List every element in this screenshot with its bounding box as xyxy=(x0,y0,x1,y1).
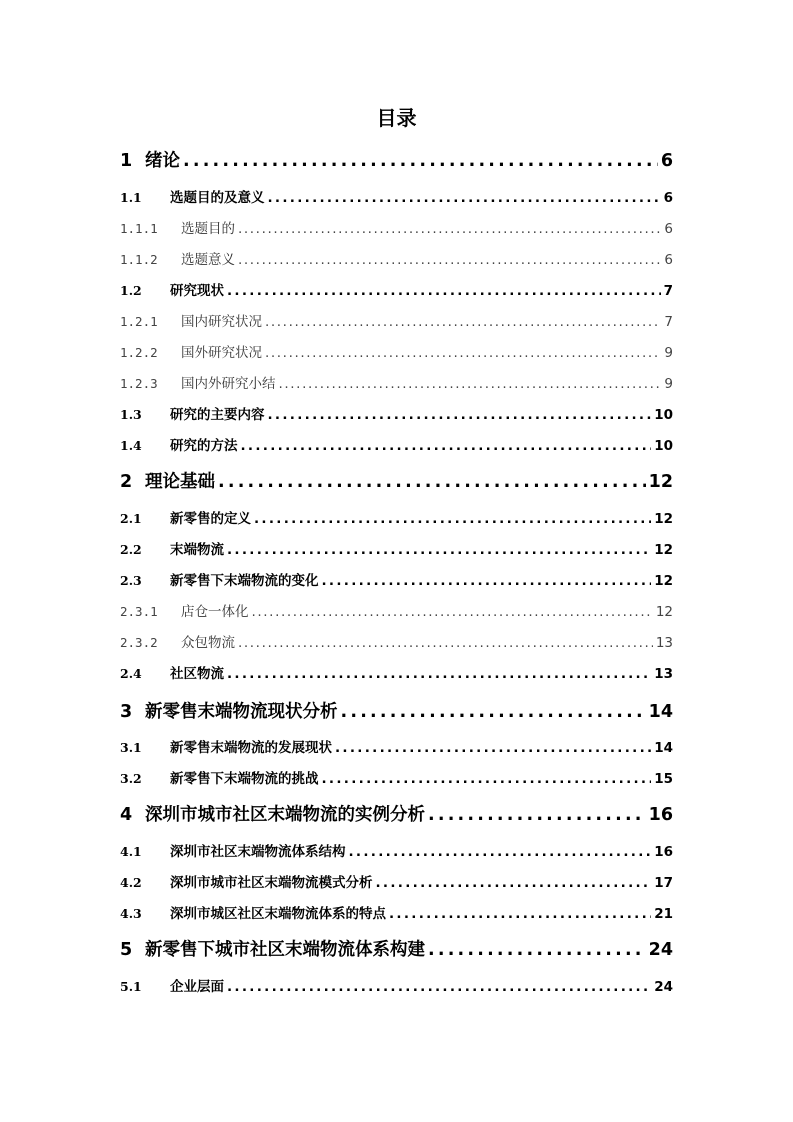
toc-dot-leader xyxy=(252,604,653,620)
toc-entry-page: 12 xyxy=(654,542,673,558)
toc-chapter-entry[interactable] xyxy=(120,698,673,723)
toc-section-entry[interactable] xyxy=(120,662,673,682)
toc-entry-page: 6 xyxy=(664,252,673,268)
toc-entry-number: 1.2.2 xyxy=(120,345,158,360)
toc-section-entry[interactable] xyxy=(120,975,673,995)
toc-chapter-entry[interactable] xyxy=(120,936,673,961)
toc-subsection-entry[interactable] xyxy=(120,600,673,620)
toc-entry-page: 6 xyxy=(660,151,673,171)
toc-entry-page: 24 xyxy=(654,979,673,995)
toc-entry-page: 14 xyxy=(648,702,673,722)
toc-entry-label: 新零售的定义 xyxy=(170,511,251,527)
toc-entry-page: 21 xyxy=(654,906,673,922)
toc-subsection-entry[interactable] xyxy=(120,217,673,237)
toc-entry-number: 2.3.1 xyxy=(120,604,158,619)
toc-dot-leader xyxy=(218,472,646,492)
toc-entry-number: 2.4 xyxy=(120,666,142,681)
toc-entry-label: 社区物流 xyxy=(170,666,224,682)
toc-dot-leader xyxy=(227,283,661,299)
toc-entry-label: 深圳市城市社区末端物流的实例分析 xyxy=(145,805,425,825)
toc-entry-label: 选题意义 xyxy=(181,252,235,268)
toc-entry-number: 3.1 xyxy=(120,740,142,755)
toc-title: 目录 xyxy=(376,106,417,130)
toc-entry-label: 研究的方法 xyxy=(170,438,238,454)
toc-entry-label: 国外研究状况 xyxy=(181,345,262,361)
toc-entry-label: 研究现状 xyxy=(170,283,224,299)
toc-dot-leader xyxy=(335,740,651,756)
toc-entry-page: 16 xyxy=(654,844,673,860)
toc-entry-page: 6 xyxy=(663,190,673,206)
toc-entry-number: 3 xyxy=(120,702,133,722)
toc-section-entry[interactable] xyxy=(120,736,673,756)
toc-entry-number: 2.3.2 xyxy=(120,635,158,650)
toc-subsection-entry[interactable] xyxy=(120,310,673,330)
toc-dot-leader xyxy=(268,190,661,206)
toc-entry-label: 新零售下末端物流的变化 xyxy=(170,573,319,589)
toc-entry-number: 2.3 xyxy=(120,573,142,588)
toc-section-entry[interactable] xyxy=(120,871,673,891)
toc-entry-label: 店仓一体化 xyxy=(181,604,249,620)
toc-entry-number: 1.1 xyxy=(120,190,142,205)
toc-entry-label: 新零售下城市社区末端物流体系构建 xyxy=(145,940,425,960)
toc-dot-leader xyxy=(254,511,651,527)
toc-entry-page: 13 xyxy=(654,666,673,682)
toc-section-entry[interactable] xyxy=(120,902,673,922)
toc-section-entry[interactable] xyxy=(120,186,673,206)
toc-chapter-entry[interactable] xyxy=(120,147,673,172)
toc-entry-page: 7 xyxy=(664,314,673,330)
toc-entry-page: 14 xyxy=(654,740,673,756)
toc-entry-label: 企业层面 xyxy=(170,979,224,995)
toc-entry-label: 新零售末端物流的发展现状 xyxy=(170,740,332,756)
toc-entry-label: 深圳市城区社区末端物流体系的特点 xyxy=(170,906,386,922)
toc-entry-page: 13 xyxy=(655,635,673,651)
toc-entry-label: 末端物流 xyxy=(170,542,224,558)
toc-entry-page: 17 xyxy=(654,875,673,891)
toc-section-entry[interactable] xyxy=(120,434,673,454)
toc-entry-number: 1.1.1 xyxy=(120,221,158,236)
toc-entry-number: 5.1 xyxy=(120,979,142,994)
toc-dot-leader xyxy=(322,771,652,787)
toc-entry-page: 12 xyxy=(654,511,673,527)
toc-entry-number: 2 xyxy=(120,472,133,492)
toc-entry-label: 深圳市城市社区末端物流模式分析 xyxy=(170,875,373,891)
toc-section-entry[interactable] xyxy=(120,403,673,423)
toc-entry-page: 12 xyxy=(648,472,673,492)
toc-entry-label: 选题目的及意义 xyxy=(170,190,265,206)
toc-entry-label: 国内研究状况 xyxy=(181,314,262,330)
toc-subsection-entry[interactable] xyxy=(120,248,673,268)
toc-dot-leader xyxy=(389,906,651,922)
toc-entry-label: 国内外研究小结 xyxy=(181,376,276,392)
toc-dot-leader xyxy=(349,844,652,860)
toc-entry-number: 4.2 xyxy=(120,875,142,890)
toc-entry-number: 4.1 xyxy=(120,844,142,859)
toc-section-entry[interactable] xyxy=(120,279,673,299)
toc-dot-leader xyxy=(238,635,653,651)
toc-entry-label: 研究的主要内容 xyxy=(170,407,265,423)
toc-entry-page: 15 xyxy=(654,771,673,787)
toc-dot-leader xyxy=(238,221,661,237)
toc-entry-number: 1.4 xyxy=(120,438,142,453)
toc-entry-number: 1.1.2 xyxy=(120,252,158,267)
toc-entry-label: 新零售下末端物流的挑战 xyxy=(170,771,319,787)
toc-chapter-entry[interactable] xyxy=(120,468,673,493)
toc-entry-page: 9 xyxy=(664,345,673,361)
toc-dot-leader xyxy=(428,940,646,960)
toc-entry-page: 10 xyxy=(654,407,673,423)
toc-dot-leader xyxy=(238,252,661,268)
toc-entry-page: 10 xyxy=(654,438,673,454)
toc-subsection-entry[interactable] xyxy=(120,631,673,651)
toc-entry-label: 绪论 xyxy=(145,151,180,171)
toc-entry-label: 选题目的 xyxy=(181,221,235,237)
toc-entry-number: 2.1 xyxy=(120,511,142,526)
toc-entry-label: 众包物流 xyxy=(181,635,235,651)
toc-dot-leader xyxy=(183,151,658,171)
toc-dot-leader xyxy=(428,805,646,825)
toc-entry-number: 1.2.3 xyxy=(120,376,158,391)
toc-dot-leader xyxy=(227,666,651,682)
toc-dot-leader xyxy=(322,573,652,589)
toc-entry-number: 1.3 xyxy=(120,407,142,422)
toc-entry-number: 4 xyxy=(120,805,133,825)
toc-dot-leader xyxy=(376,875,652,891)
toc-entry-number: 4.3 xyxy=(120,906,142,921)
toc-subsection-entry[interactable] xyxy=(120,372,673,392)
toc-entry-page: 7 xyxy=(663,283,673,299)
toc-entry-number: 1.2 xyxy=(120,283,142,298)
toc-chapter-entry[interactable] xyxy=(120,801,673,826)
toc-dot-leader xyxy=(227,979,651,995)
toc-entry-page: 9 xyxy=(664,376,673,392)
toc-entry-number: 5 xyxy=(120,940,133,960)
toc-dot-leader xyxy=(241,438,652,454)
toc-entry-page: 24 xyxy=(648,940,673,960)
toc-entry-label: 深圳市社区末端物流体系结构 xyxy=(170,844,346,860)
toc-subsection-entry[interactable] xyxy=(120,341,673,361)
toc-section-entry[interactable] xyxy=(120,767,673,787)
toc-section-entry[interactable] xyxy=(120,569,673,589)
toc-entry-number: 1.2.1 xyxy=(120,314,158,329)
toc-entry-page: 16 xyxy=(648,805,673,825)
toc-dot-leader xyxy=(268,407,652,423)
toc-section-entry[interactable] xyxy=(120,507,673,527)
toc-entry-label: 新零售末端物流现状分析 xyxy=(145,702,338,722)
toc-dot-leader xyxy=(227,542,651,558)
toc-dot-leader xyxy=(265,314,661,330)
toc-entry-number: 3.2 xyxy=(120,771,142,786)
toc-entry-page: 12 xyxy=(654,573,673,589)
toc-dot-leader xyxy=(341,702,646,722)
toc-dot-leader xyxy=(279,376,662,392)
toc-section-entry[interactable] xyxy=(120,538,673,558)
toc-entry-number: 2.2 xyxy=(120,542,142,557)
toc-entry-label: 理论基础 xyxy=(145,472,215,492)
toc-section-entry[interactable] xyxy=(120,840,673,860)
toc-entry-page: 12 xyxy=(655,604,673,620)
toc-entry-page: 6 xyxy=(664,221,673,237)
toc-dot-leader xyxy=(265,345,661,361)
toc-entry-number: 1 xyxy=(120,151,133,171)
